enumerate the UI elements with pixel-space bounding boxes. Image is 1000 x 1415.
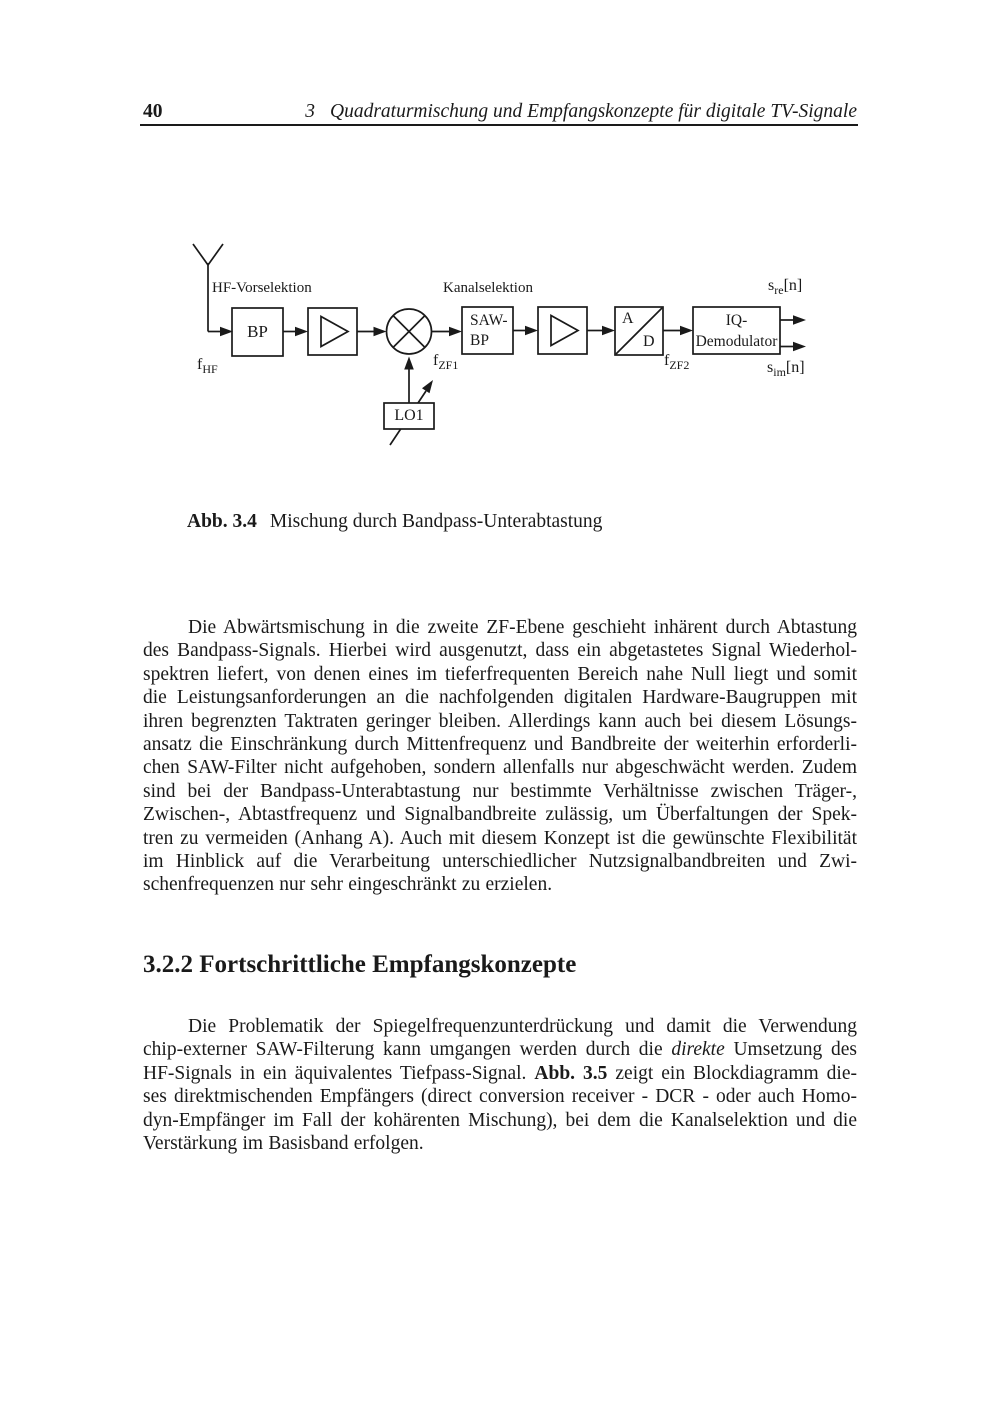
text-line: die Leistungsanforderungen an die nachfolgenden digitalen Hardware-Baugruppen mit <box>143 687 857 709</box>
s-im-sub: im <box>773 365 786 379</box>
text-line: im Hinblick auf die Verarbeitung unterschiedlicher Nutzsignalbandbreiten und Zwi- <box>143 851 857 873</box>
text-line: dyn-Empfänger im Fall der kohärenten Mischung), bei dem die Kanalselektion und die <box>143 1109 857 1131</box>
saw-line2: BP <box>470 331 489 349</box>
ad-converter-d-label: D <box>643 333 655 350</box>
section-heading: 3.2.2 Fortschrittliche Empfangskonzepte <box>143 951 577 978</box>
lo1-label: LO1 <box>394 407 424 424</box>
f-hf-sub: HF <box>202 362 218 376</box>
s-re-output-label <box>768 277 802 295</box>
iq-line2: Demodulator <box>695 332 778 350</box>
f-hf-label <box>197 356 218 374</box>
saw-bp-filter-label <box>462 307 513 354</box>
text-line: schenfrequenzen nur sehr eingeschränkt zu erzielen. <box>143 874 553 896</box>
f-zf1-sub: ZF1 <box>438 358 459 372</box>
f-zf1-base: f <box>433 352 439 369</box>
text-line: sind bei der Bandpass-Unterabtastung nur bestimmte Verhältnisse zwischen Träger-, <box>143 780 857 802</box>
f-zf2-base: f <box>664 352 670 369</box>
text-line: Zwischen-, Abtastfrequenz und Signalbandbreite zulässig, um Überfaltungen der Spek- <box>143 804 857 826</box>
figure-caption-text: Mischung durch Bandpass-Unterabtastung <box>269 511 603 532</box>
text-line: tren zu vermeiden (Anhang A). Auch mit diesem Konzept ist die gewünschte Flexibilität <box>143 827 857 849</box>
chapter-number: 3 <box>305 101 315 122</box>
iq-line1: IQ- <box>725 311 748 329</box>
text-line: Die Abwärtsmischung in die zweite ZF-Ebene geschieht inhärent durch Abtastung <box>188 617 857 638</box>
page-number: 40 <box>143 101 163 122</box>
f-zf2-sub: ZF2 <box>669 358 690 372</box>
f-zf2-label <box>664 352 689 370</box>
s-re-sub: re <box>774 283 784 297</box>
figure-caption-label: Abb. 3.4 <box>187 511 257 532</box>
figure-caption <box>187 511 602 533</box>
figure-3-4-diagram <box>0 0 1000 500</box>
text-line: des Bandpass-Signals. Hierbei wird ausgenutzt, dass ein abgetastetes Signal Wiederhol- <box>143 640 857 662</box>
text-line: ihren begrenzten Taktraten geringer bleiben. Allerdings kann auch bei diesem Lösungs- <box>143 710 857 732</box>
f-hf-base: f <box>197 356 203 373</box>
text-line: spektren liefert, von denen eines im tieferfrequenten Bereich nahe Null liegt und somit <box>143 663 857 685</box>
body-paragraph-1 <box>143 616 857 897</box>
hf-vorselektion-label: HF-Vorselektion <box>212 280 312 296</box>
s-re-suffix: [n] <box>783 277 803 294</box>
diagram-shapes <box>0 0 1000 500</box>
body-paragraph-2 <box>143 1015 857 1155</box>
text-line: chen SAW-Filter nicht aufgehoben, sondern allenfalls nur abgeschwächt werden. Zudem <box>143 757 857 779</box>
text-line: chip-externer SAW-Filterung kann umgangen werden durch die direkte Umsetzung des <box>143 1039 857 1061</box>
text-line: Die Problematik der Spiegelfrequenzunterdrückung und damit die Verwendung <box>188 1016 857 1037</box>
f-zf1-label <box>433 352 458 370</box>
chapter-title: Quadraturmischung und Empfangskonzepte für digitale TV-Signale <box>329 101 857 122</box>
ad-converter-a-label: A <box>622 310 634 327</box>
bp-filter-label: BP <box>247 322 268 341</box>
iq-demodulator-label <box>693 307 780 354</box>
text-line: HF-Signals in ein äquivalentes Tiefpass-Signal. Abb. 3.5 zeigt ein Blockdiagramm die- <box>143 1062 857 1084</box>
s-im-base: s <box>767 359 774 376</box>
text-line: ansatz die Einschränkung durch Mittenfrequenz und Bandbreite der weiterhin erforderli- <box>143 734 857 756</box>
saw-line1: SAW- <box>470 311 508 329</box>
kanalselektion-label: Kanalselektion <box>443 280 533 296</box>
s-re-base: s <box>768 277 775 294</box>
s-im-suffix: [n] <box>785 359 805 376</box>
text-line: Verstärkung im Basisband erfolgen. <box>143 1133 424 1155</box>
text-line: ses direktmischenden Empfängers (direct conversion receiver - DCR - oder auch Homo- <box>143 1086 857 1108</box>
s-im-output-label <box>767 359 805 377</box>
